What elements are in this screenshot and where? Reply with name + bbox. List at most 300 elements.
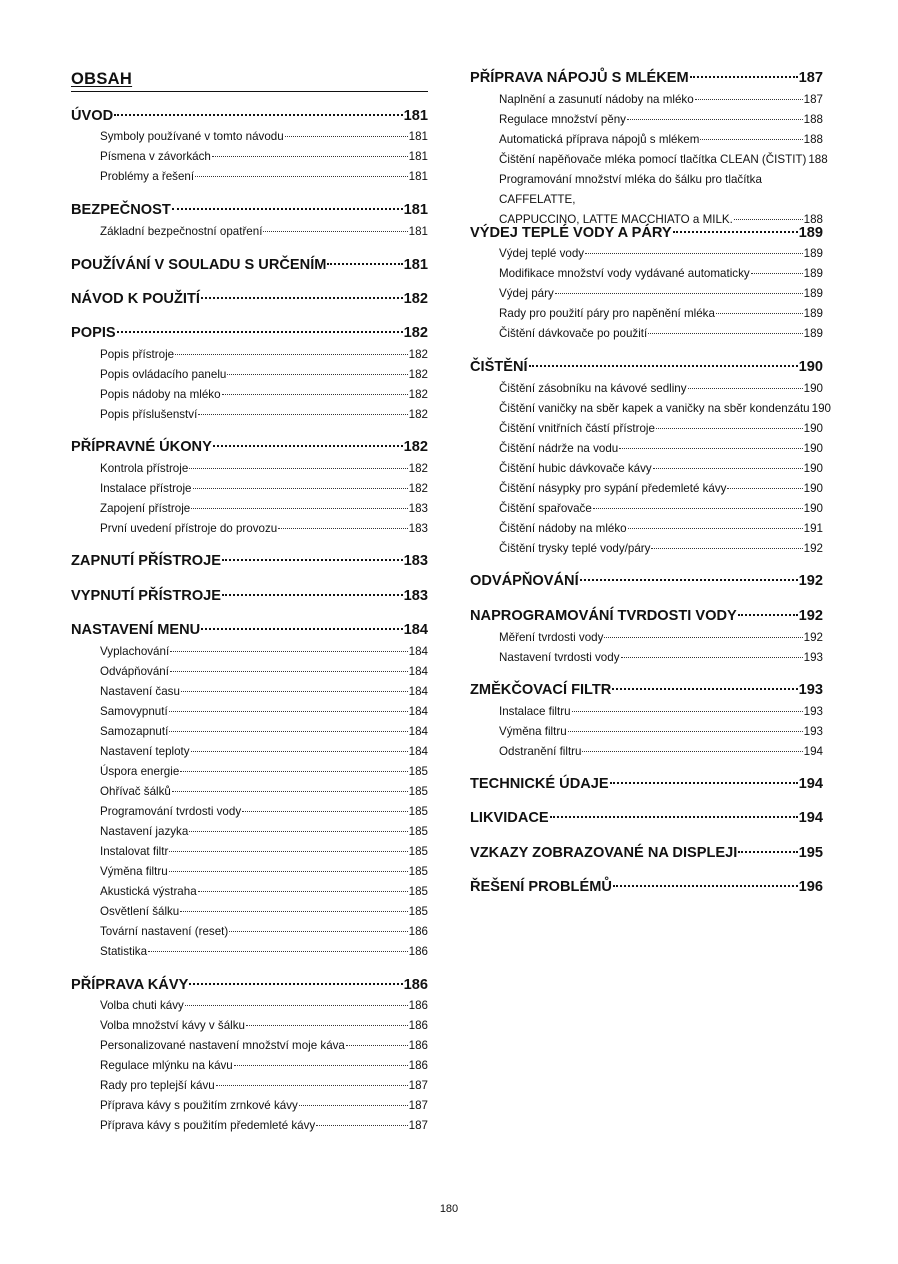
toc-section-page: 189 [798, 225, 823, 241]
toc-entry[interactable] [71, 1076, 428, 1096]
dot-leader [716, 313, 803, 314]
dot-leader [213, 445, 403, 447]
dot-leader [169, 871, 408, 872]
toc-entry-label: Nastavení jazyka [100, 825, 189, 838]
toc-entry[interactable] [71, 662, 428, 682]
toc-entry-label: Regulace množství pěny [499, 113, 626, 126]
toc-entry-page: 189 [803, 287, 823, 300]
toc-entry-page: 191 [803, 522, 823, 535]
toc-entry-label: Čištění nádoby na mléko [499, 522, 627, 535]
dot-leader [189, 468, 407, 469]
dot-leader [734, 219, 803, 220]
toc-entry-label: Programování tvrdosti vody [100, 805, 242, 818]
toc-entry-label: Rady pro teplejší kávu [100, 1079, 215, 1092]
toc-entry-page: 185 [408, 785, 428, 798]
toc-entry-page: 185 [408, 845, 428, 858]
dot-leader [216, 1085, 408, 1086]
toc-section-label: NÁVOD K POUŽITÍ [71, 291, 200, 307]
toc-entry-page: 188 [803, 213, 823, 226]
toc-section-page: 194 [798, 810, 823, 826]
toc-entry-label: Písmena v závorkách [100, 150, 211, 163]
dot-leader [529, 365, 798, 367]
dot-leader [550, 816, 798, 818]
toc-entry[interactable] [71, 1036, 428, 1056]
dot-leader [180, 771, 407, 772]
toc-section-label: PŘÍPRAVA NÁPOJŮ S MLÉKEM [470, 70, 689, 86]
toc-entry-page: 189 [803, 327, 823, 340]
toc-entry-page: 193 [803, 651, 823, 664]
toc-entry-page: 192 [803, 631, 823, 644]
toc-entry[interactable] [470, 459, 823, 479]
toc-entry-label: Nastavení teploty [100, 745, 190, 758]
toc-entry-page: 184 [408, 745, 428, 758]
toc-entry-page: 186 [408, 999, 428, 1012]
toc-section[interactable] [470, 807, 823, 829]
toc-entry[interactable] [470, 539, 823, 559]
toc-section[interactable] [71, 105, 428, 127]
toc-entry[interactable] [470, 742, 823, 762]
toc-entry-label: Výměna filtru [100, 865, 168, 878]
dot-leader [169, 731, 407, 732]
toc-entry-label: Nastavení tvrdosti vody [499, 651, 620, 664]
toc-entry[interactable] [71, 385, 428, 405]
toc-entry-page: 182 [408, 408, 428, 421]
dot-leader [628, 528, 803, 529]
dot-leader [242, 811, 408, 812]
toc-section[interactable] [71, 619, 428, 641]
toc-entry-page: 182 [408, 348, 428, 361]
toc-entry-page: 182 [408, 368, 428, 381]
toc-entry-label: Vyplachování [100, 645, 170, 658]
toc-entry[interactable] [71, 479, 428, 499]
toc-section-label: POUŽÍVÁNÍ V SOULADU S URČENÍM [71, 257, 327, 273]
toc-entry-label: Akustická výstraha [100, 885, 197, 898]
toc-entry-page: 192 [803, 542, 823, 555]
dot-leader [612, 688, 797, 690]
toc-section-page: 190 [798, 359, 823, 375]
dot-leader [198, 891, 408, 892]
toc-section-page: 182 [403, 439, 428, 455]
toc-section[interactable] [470, 67, 823, 89]
toc-entry[interactable] [71, 842, 428, 862]
toc-entry-label: Samozapnutí [100, 725, 169, 738]
toc-section[interactable] [71, 288, 428, 310]
toc-entry-label: Čištění trysky teplé vody/páry [499, 542, 651, 555]
toc-section-label: VYPNUTÍ PŘÍSTROJE [71, 588, 222, 604]
toc-entry[interactable] [71, 459, 428, 479]
toc-entry-page: 186 [408, 1059, 428, 1072]
toc-entry[interactable] [470, 324, 823, 344]
toc-entry-page: 193 [803, 705, 823, 718]
toc-entry-label: Čištění vaničky na sběr kapek a vaničky na sběr kondenzátu [499, 402, 810, 415]
toc-section-label: NASTAVENÍ MENU [71, 622, 201, 638]
dot-leader [170, 651, 407, 652]
toc-section[interactable] [71, 436, 428, 458]
dot-leader [346, 1045, 408, 1046]
toc-section-page: 181 [403, 108, 428, 124]
toc-section-page: 181 [403, 202, 428, 218]
toc-section[interactable] [71, 254, 428, 276]
toc-entry-label: Čištění spařovače [499, 502, 592, 515]
toc-entry-page: 190 [803, 462, 823, 475]
dot-leader [189, 983, 402, 985]
toc-entry[interactable] [71, 882, 428, 902]
toc-entry[interactable] [71, 405, 428, 425]
toc-section[interactable] [71, 199, 428, 221]
toc-section-page: 192 [798, 608, 823, 624]
toc-entry-page: 190 [803, 442, 823, 455]
toc-entry[interactable] [470, 648, 823, 668]
toc-section-label: ŘEŠENÍ PROBLÉMŮ [470, 879, 612, 895]
toc-entry-page: 189 [803, 307, 823, 320]
toc-section[interactable] [470, 605, 823, 627]
toc-section-page: 193 [798, 682, 823, 698]
toc-entry-page: 184 [408, 665, 428, 678]
dot-leader [593, 508, 803, 509]
toc-entry[interactable] [71, 499, 428, 519]
toc-entry-page: 182 [408, 482, 428, 495]
dot-leader [170, 671, 408, 672]
dot-leader [648, 333, 802, 334]
dot-leader [181, 691, 408, 692]
toc-entry-page: 190 [803, 482, 823, 495]
toc-entry-page: 194 [803, 745, 823, 758]
dot-leader [189, 831, 407, 832]
dot-leader [604, 637, 802, 638]
toc-section-page: 183 [403, 553, 428, 569]
dot-leader [688, 388, 803, 389]
toc-section[interactable] [470, 842, 823, 864]
toc-section-label: NAPROGRAMOVÁNÍ TVRDOSTI VODY [470, 608, 737, 624]
toc-entry-page: 187 [803, 93, 823, 106]
toc-entry[interactable] [470, 304, 823, 324]
toc-entry-page: 186 [408, 1039, 428, 1052]
toc-entry-page: 183 [408, 502, 428, 515]
dot-leader [621, 657, 803, 658]
toc-entry-page: 187 [408, 1099, 428, 1112]
toc-entry-page: 181 [408, 170, 428, 183]
toc-section-page: 183 [403, 588, 428, 604]
toc-entry[interactable] [71, 942, 428, 962]
toc-section[interactable] [71, 974, 428, 996]
toc-entry-label: Statistika [100, 945, 148, 958]
dot-leader [751, 273, 803, 274]
toc-section-page: 192 [798, 573, 823, 589]
toc-entry-label: Popis ovládacího panelu [100, 368, 227, 381]
toc-section-page: 196 [798, 879, 823, 895]
toc-entry[interactable] [71, 802, 428, 822]
toc-entry-label: Volba chuti kávy [100, 999, 184, 1012]
toc-section-page: 194 [798, 776, 823, 792]
toc-entry-label: Základní bezpečnostní opatření [100, 225, 263, 238]
toc-entry-label: Instalace přístroje [100, 482, 192, 495]
toc-section-page: 181 [403, 257, 428, 273]
toc-entry[interactable] [71, 1016, 428, 1036]
dot-leader [327, 263, 402, 265]
toc-entry-page: 186 [408, 1019, 428, 1032]
toc-entry[interactable] [71, 147, 428, 167]
dot-leader [285, 136, 408, 137]
toc-entry[interactable] [71, 127, 428, 147]
toc-entry[interactable] [71, 742, 428, 762]
toc-entry[interactable] [71, 762, 428, 782]
toc-entry-label: Instalace filtru [499, 705, 571, 718]
toc-entry-label-line2: CAPPUCCINO, LATTE MACCHIATO a MILK. [499, 213, 733, 226]
toc-section[interactable] [470, 773, 823, 795]
dot-leader [619, 448, 802, 449]
toc-entry-label: Odstranění filtru [499, 745, 582, 758]
dot-leader [198, 414, 407, 415]
toc-entry-label: Osvětlení šálku [100, 905, 180, 918]
toc-entry[interactable] [71, 902, 428, 922]
toc-entry-label: Výdej páry [499, 287, 554, 300]
toc-entry-page: 190 [803, 382, 823, 395]
toc-entry-page: 185 [408, 765, 428, 778]
toc-entry-label: Popis přístroje [100, 348, 175, 361]
toc-entry[interactable] [470, 150, 828, 170]
toc-section-page: 184 [403, 622, 428, 638]
dot-leader [278, 528, 407, 529]
toc-entry[interactable] [71, 1056, 428, 1076]
dot-leader [148, 951, 408, 952]
toc-entry-label: Samovypnutí [100, 705, 168, 718]
toc-entry[interactable] [470, 110, 823, 130]
toc-section-label: POPIS [71, 325, 116, 341]
toc-section-page: 186 [403, 977, 428, 993]
toc-entry-label: Personalizované nastavení množství moje káva [100, 1039, 345, 1052]
dot-leader [201, 297, 403, 299]
toc-entry-page: 188 [808, 153, 828, 166]
toc-entry[interactable] [71, 1096, 428, 1116]
toc-section[interactable] [470, 570, 823, 592]
toc-section[interactable] [71, 322, 428, 344]
toc-section[interactable] [71, 550, 428, 572]
toc-entry-label: Popis příslušenství [100, 408, 198, 421]
toc-section-page: 182 [403, 325, 428, 341]
toc-entry-page: 182 [408, 462, 428, 475]
toc-entry[interactable] [71, 702, 428, 722]
toc-section-page: 195 [798, 845, 823, 861]
toc-entry-page: 187 [408, 1079, 428, 1092]
dot-leader [229, 931, 407, 932]
dot-leader [738, 614, 798, 616]
dot-leader [700, 139, 802, 140]
toc-entry[interactable] [470, 419, 823, 439]
toc-entry[interactable] [470, 628, 823, 648]
toc-section-label: VZKAZY ZOBRAZOVANÉ NA DISPLEJI [470, 845, 738, 861]
toc-entry-page: 188 [803, 133, 823, 146]
toc-entry[interactable] [71, 642, 428, 662]
toc-entry[interactable] [71, 167, 428, 187]
toc-entry[interactable] [470, 130, 823, 150]
toc-entry-page: 181 [408, 225, 428, 238]
toc-entry[interactable] [470, 722, 823, 742]
toc-entry[interactable] [470, 379, 823, 399]
toc-entry-label: Rady pro použití páry pro napěnění mléka [499, 307, 715, 320]
toc-entry[interactable] [71, 519, 428, 539]
dot-leader [172, 208, 403, 210]
toc-entry[interactable] [71, 682, 428, 702]
toc-section-label: BEZPEČNOST [71, 202, 171, 218]
toc-entry-label: Čištění zásobníku na kávové sedliny [499, 382, 687, 395]
toc-entry[interactable] [71, 222, 428, 242]
toc-entry-page: 185 [408, 905, 428, 918]
dot-leader [185, 1005, 408, 1006]
toc-entry[interactable] [470, 399, 831, 419]
toc-entry-page: 187 [408, 1119, 428, 1132]
dot-leader [212, 156, 408, 157]
toc-entry[interactable] [470, 90, 823, 110]
toc-entry-page: 189 [803, 247, 823, 260]
toc-title: OBSAH [71, 68, 428, 92]
toc-entry-page: 182 [408, 388, 428, 401]
toc-entry[interactable] [71, 345, 428, 365]
dot-leader [191, 751, 408, 752]
toc-entry-label: Popis nádoby na mléko [100, 388, 221, 401]
toc-entry-page: 190 [803, 422, 823, 435]
toc-entry[interactable] [470, 702, 823, 722]
dot-leader [222, 559, 403, 561]
toc-entry-label: Problémy a řešení [100, 170, 195, 183]
toc-entry-page: 184 [408, 685, 428, 698]
toc-section[interactable] [470, 222, 823, 244]
toc-entry-page: 184 [408, 725, 428, 738]
toc-section-label: VÝDEJ TEPLÉ VODY A PÁRY [470, 225, 672, 241]
dot-leader [610, 782, 798, 784]
dot-leader [651, 548, 802, 549]
toc-section[interactable] [470, 876, 823, 898]
toc-section-label: ÚVOD [71, 108, 114, 124]
toc-section-label: ODVÁPŇOVÁNÍ [470, 573, 579, 589]
toc-entry-label-line1: Programování množství mléka do šálku pro tlačítka CAFFELATTE, [499, 173, 762, 206]
toc-section-page: 187 [798, 70, 823, 86]
toc-section[interactable] [71, 585, 428, 607]
dot-leader [627, 119, 803, 120]
toc-entry-multiline[interactable] [499, 170, 823, 230]
dot-leader [580, 579, 798, 581]
toc-entry-label: Instalovat filtr [100, 845, 169, 858]
toc-section-label: PŘÍPRAVNÉ ÚKONY [71, 439, 212, 455]
dot-leader [727, 488, 802, 489]
toc-entry[interactable] [470, 499, 823, 519]
dot-leader [193, 488, 408, 489]
toc-entry-label: Zapojení přístroje [100, 502, 191, 515]
toc-entry-page: 184 [408, 645, 428, 658]
toc-entry-label: Naplnění a zasunutí nádoby na mléko [499, 93, 694, 106]
toc-entry-label: První uvedení přístroje do provozu [100, 522, 278, 535]
toc-entry-label: Kontrola přístroje [100, 462, 189, 475]
toc-section-label: PŘÍPRAVA KÁVY [71, 977, 189, 993]
dot-leader [585, 253, 803, 254]
toc-entry[interactable] [71, 782, 428, 802]
toc-entry-label: Tovární nastavení (reset) [100, 925, 229, 938]
toc-entry[interactable] [470, 439, 823, 459]
dot-leader [656, 428, 803, 429]
toc-section[interactable] [470, 679, 823, 701]
dot-leader [234, 1065, 408, 1066]
toc-entry[interactable] [71, 996, 428, 1016]
toc-entry-page: 185 [408, 825, 428, 838]
toc-entry-page: 193 [803, 725, 823, 738]
toc-entry[interactable] [71, 722, 428, 742]
dot-leader [673, 231, 798, 233]
toc-entry[interactable] [71, 1116, 428, 1136]
toc-entry[interactable] [470, 284, 823, 304]
dot-leader [695, 99, 803, 100]
toc-section-page: 182 [403, 291, 428, 307]
toc-entry-page: 181 [408, 130, 428, 143]
toc-entry-label: Čištění násypky pro sypání předemleté kávy [499, 482, 727, 495]
toc-entry-label: Úspora energie [100, 765, 180, 778]
dot-leader [738, 851, 797, 853]
toc-entry-page: 181 [408, 150, 428, 163]
dot-leader [222, 394, 408, 395]
dot-leader [169, 851, 407, 852]
toc-entry-label: Příprava kávy s použitím zrnkové kávy [100, 1099, 298, 1112]
toc-entry-label: Čištění dávkovače po použití [499, 327, 648, 340]
toc-entry[interactable] [470, 519, 823, 539]
toc-section-label: LIKVIDACE [470, 810, 549, 826]
dot-leader [114, 114, 402, 116]
dot-leader [169, 711, 408, 712]
page-number: 180 [439, 1203, 459, 1215]
dot-leader [263, 231, 407, 232]
toc-entry-page: 186 [408, 925, 428, 938]
toc-entry-label: Modifikace množství vody vydávané automaticky [499, 267, 750, 280]
dot-leader [299, 1105, 408, 1106]
dot-leader [117, 331, 403, 333]
dot-leader [653, 468, 803, 469]
toc-entry-page: 184 [408, 705, 428, 718]
toc-entry[interactable] [71, 862, 428, 882]
dot-leader [246, 1025, 408, 1026]
toc-entry-page: 188 [803, 113, 823, 126]
toc-entry-page: 186 [408, 945, 428, 958]
dot-leader [690, 76, 798, 78]
dot-leader [572, 711, 803, 712]
toc-section[interactable] [470, 356, 823, 378]
dot-leader [222, 594, 403, 596]
toc-section-label: ZAPNUTÍ PŘÍSTROJE [71, 553, 222, 569]
toc-entry[interactable] [71, 365, 428, 385]
toc-entry[interactable] [470, 244, 823, 264]
toc-entry-label: Automatická příprava nápojů s mlékem [499, 133, 700, 146]
toc-entry-label: Nastavení času [100, 685, 180, 698]
toc-entry-label: Čištění hubic dávkovače kávy [499, 462, 652, 475]
toc-entry[interactable] [470, 264, 823, 284]
toc-entry-page: 185 [408, 805, 428, 818]
toc-entry-label: Výdej teplé vody [499, 247, 585, 260]
dot-leader [172, 791, 408, 792]
dot-leader [201, 628, 402, 630]
toc-entry-label: Výměna filtru [499, 725, 567, 738]
dot-leader [175, 354, 408, 355]
toc-entry-label: Symboly používané v tomto návodu [100, 130, 284, 143]
toc-entry-label: Odvápňování [100, 665, 169, 678]
dot-leader [195, 176, 408, 177]
toc-entry[interactable] [71, 922, 428, 942]
toc-entry-label: Měření tvrdosti vody [499, 631, 604, 644]
dot-leader [568, 731, 803, 732]
toc-entry-label: Ohřívač šálků [100, 785, 171, 798]
toc-entry-label: Regulace mlýnku na kávu [100, 1059, 233, 1072]
dot-leader [613, 885, 798, 887]
dot-leader [191, 508, 407, 509]
toc-section-label: TECHNICKÉ ÚDAJE [470, 776, 609, 792]
toc-entry[interactable] [71, 822, 428, 842]
toc-entry[interactable] [470, 479, 823, 499]
toc-entry-page: 189 [803, 267, 823, 280]
